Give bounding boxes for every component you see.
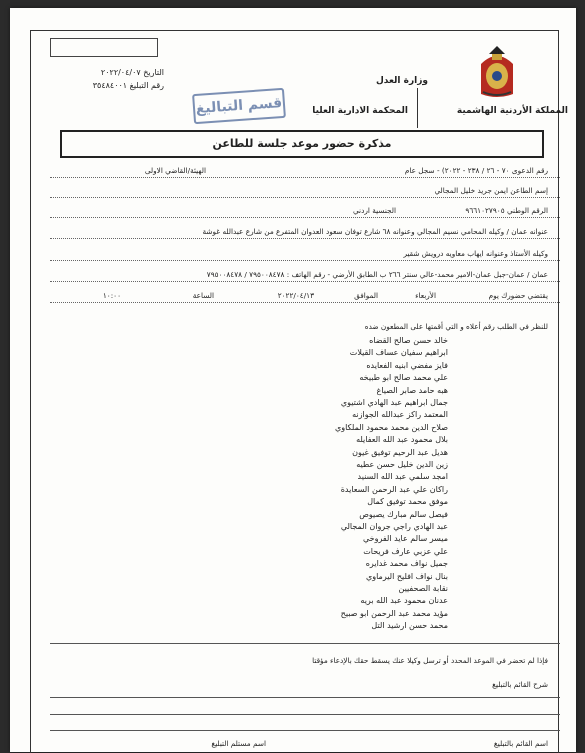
respondent-name: نقابة الصحفيين bbox=[398, 584, 448, 593]
dotted-line bbox=[50, 302, 560, 303]
respondent-name: فيصل سالم مبارك يصيوص bbox=[359, 509, 448, 519]
lawyer-name: وكيله الأستاذ وعنوانه ايهاب معاويه درويش شقير bbox=[403, 249, 548, 258]
respondent-name: امجد سلمي عبد الله السنيد bbox=[357, 472, 448, 482]
respondent-name: ميسر سالم عايد الفروخي bbox=[362, 534, 448, 544]
absence-warning: فإذا لم تحضر في الموعد المحدد أو ترسل وكيلا عنك يسقط حقك بالإدعاء مؤقتا bbox=[312, 656, 548, 665]
document-title-box bbox=[60, 130, 544, 158]
dotted-line bbox=[50, 197, 560, 198]
dotted-line bbox=[50, 260, 560, 261]
respondent-name: مؤيد محمد عبد الرحمن ابو صبيح bbox=[340, 608, 448, 618]
appellant-name: إسم الطاعن ايمن جريد خليل المجالي bbox=[434, 186, 548, 195]
respondent-name: عبد الهادي راجي جروان المجالي bbox=[340, 522, 448, 531]
respondent-name: فايز مفضي ابنيه الفعايده bbox=[366, 360, 448, 370]
respondent-name: عدنان محمود عبد الله بريه bbox=[360, 596, 448, 606]
header-divider bbox=[417, 88, 418, 128]
lawyer-address: عمان / عمان-جبل عمان-الامير محمد-عالي سنتر ٢٦٦ ب الطابق الأرضي - رقم الهاتف : ٧٩٥٠٠٨٤٧٨ / ٧٩٥٠٠٨٤٧٨ bbox=[206, 270, 548, 279]
separator-line bbox=[50, 643, 560, 644]
kingdom-name: المملكة الأردنية الهاشمية bbox=[456, 106, 568, 116]
notification-number: رقم التبليغ ٣٥٤٨٤٠٠١ bbox=[92, 81, 164, 90]
time-label: الساعة bbox=[192, 291, 214, 300]
blank-line bbox=[50, 714, 560, 715]
respondent-name: ابراهيم سفيان عساف القيلات bbox=[349, 348, 448, 358]
respondent-name: زين الدين خليل حسن عطيه bbox=[356, 460, 448, 469]
panel-label: الهيئة/القاضي الاولى bbox=[144, 166, 206, 175]
respondent-name: المعتمد راكز عبدالله الجوازنه bbox=[352, 410, 448, 420]
respondent-name: راكان علي عبد الرحمن السعايدة bbox=[340, 484, 448, 494]
blank-box bbox=[50, 38, 158, 57]
respondent-name: جميل نواف محمد غدايره bbox=[365, 559, 448, 569]
receiver-name-label: اسم مستلم التبليغ bbox=[211, 739, 266, 748]
document-page bbox=[10, 8, 576, 752]
court-name: المحكمة الادارية العليا bbox=[312, 106, 408, 116]
blank-line bbox=[50, 697, 560, 698]
respondent-name: محمد حسن ارشيد التل bbox=[371, 621, 448, 631]
date-line: التاريخ ٢٠٢٢/٠٤/٠٧ bbox=[100, 68, 164, 77]
coat-of-arms-icon bbox=[473, 44, 521, 100]
dotted-line bbox=[50, 217, 560, 218]
respondent-name: جمال ابراهيم عبد الهادي اشتيوي bbox=[340, 398, 448, 407]
explanation-label: شرح القائم بالتبليغ bbox=[492, 680, 548, 689]
ministry-name: وزارة العدل bbox=[375, 76, 428, 86]
department-stamp: قسم التباليغ bbox=[192, 88, 286, 124]
body-intro: للنظر في الطلب رقم أعلاه و التي أقمتها على المطعون ضده bbox=[364, 322, 548, 331]
respondent-name: بلال محمود عبد الله العفايله bbox=[356, 435, 448, 445]
attend-day-label: يقتضي حضورك يوم bbox=[488, 291, 548, 300]
hearing-day: الأربعاء bbox=[415, 291, 436, 300]
national-id: الرقم الوطني ٩٦٦١٠٢٧٩٠٥ bbox=[465, 206, 548, 215]
blank-line bbox=[50, 730, 560, 731]
hearing-date: ٢٠٢٢/٠٤/١٣ bbox=[277, 291, 314, 300]
corresponding-label: الموافق bbox=[354, 291, 378, 300]
server-name-label: اسم القائم بالتبليغ bbox=[493, 739, 548, 748]
nationality: الجنسية اردني bbox=[352, 206, 396, 215]
respondent-name: علي محمد صالح ابو طبيخه bbox=[359, 373, 448, 383]
respondent-name: هديل عبد الرحيم توفيق غيون bbox=[352, 447, 448, 457]
case-number: رقم الدعوى ٧٠ - ٢٦ / ٢٣٨ - ٢٠٢٢) - سجل عام bbox=[404, 166, 548, 175]
appellant-address: عنوانه عمان / وكيله المحامي نسيم المجالي وعنوانه ٦٨ شارع توفان سعود العدوان المتفرع من شارع عبدالله غوشة bbox=[202, 227, 548, 236]
respondent-name: صلاح الدين محمد محمود الملكاوي bbox=[334, 422, 448, 432]
respondent-name: خالد حسن صالح القضاه bbox=[369, 336, 448, 345]
document-title: مذكرة حضور موعد جلسة للطاعن bbox=[212, 137, 392, 150]
dotted-line bbox=[50, 238, 560, 239]
respondent-name: بنال نواف افليح اليرماوي bbox=[365, 571, 448, 581]
respondent-name: هبه حامد صابر الصياغ bbox=[376, 385, 448, 395]
dotted-line bbox=[50, 177, 560, 178]
respondent-name: موفق محمد توفيق كمال bbox=[367, 497, 448, 507]
hearing-time: ١٠:٠٠ bbox=[102, 291, 121, 300]
respondent-name: علي عزبي عارف فريحات bbox=[363, 546, 448, 556]
dotted-line bbox=[50, 281, 560, 282]
